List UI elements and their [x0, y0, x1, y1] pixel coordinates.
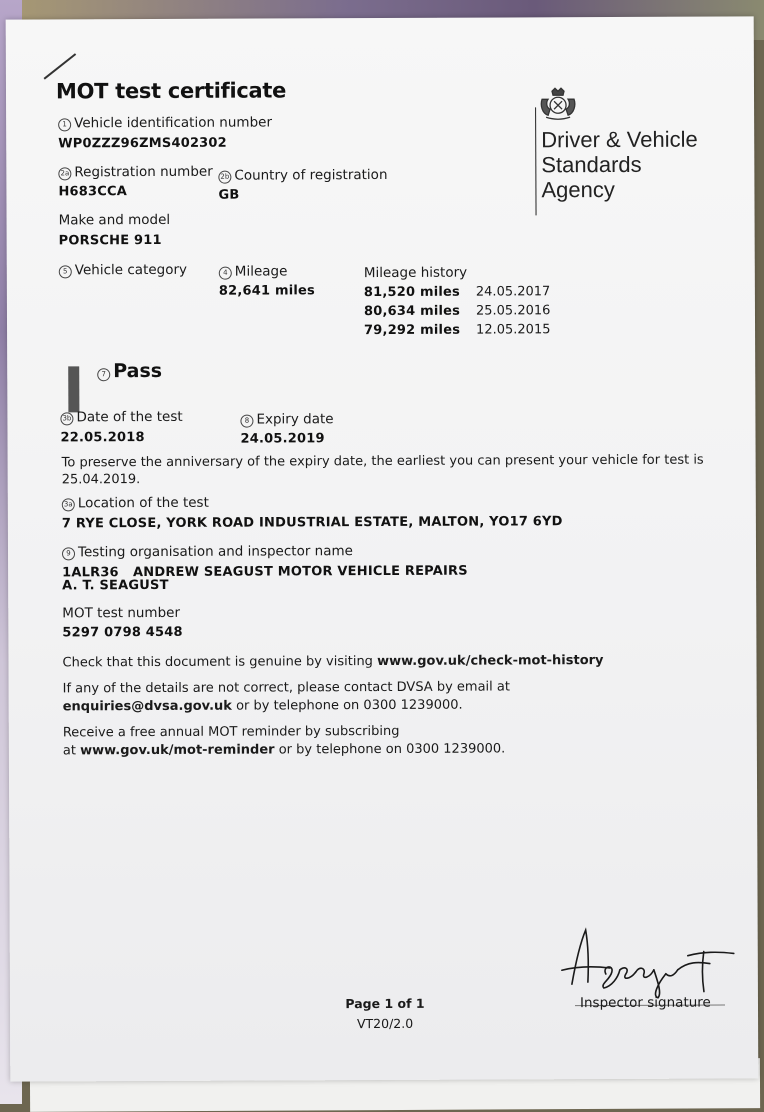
reminder-text: Receive a free annual MOT reminder by subscribing [62, 723, 400, 741]
signature-label: Inspector signature [579, 994, 711, 1012]
mileage-label: 4 Mileage [219, 263, 288, 279]
mileage-history-date: 24.05.2017 [475, 284, 551, 300]
location-value: 7 RYE CLOSE, YORK ROAD INDUSTRIAL ESTATE, MALTON, YO17 6YD [61, 514, 563, 532]
testing-org-label: 9 Testing organisation and inspector name [62, 543, 353, 560]
inspector-signature [558, 921, 748, 1002]
mileage-history-miles: 81,520 miles [363, 284, 461, 301]
test-number-label: MOT test number [62, 604, 181, 622]
field-marker: 3b [60, 412, 73, 425]
mot-certificate-page [6, 16, 759, 1081]
result-bar [68, 366, 79, 412]
mileage-history-label: Mileage history [363, 264, 468, 282]
mileage-history-date: 25.05.2016 [475, 303, 551, 319]
test-number-value: 5297 0798 4548 [62, 624, 183, 641]
royal-crest-icon [538, 87, 578, 121]
anniversary-note: To preserve the anniversary of the expiry date, the earliest you can present your vehicle for test is [61, 452, 704, 471]
contact-email-line: enquiries@dvsa.gov.uk or by telephone on 0300 1239000. [62, 697, 463, 715]
anniversary-date: 25.04.2019. [61, 472, 141, 488]
mileage-history-miles: 80,634 miles [363, 303, 461, 320]
contact-text: If any of the details are not correct, please contact DVSA by email at [62, 679, 510, 697]
agency-name: Driver & Vehicle Standards Agency [541, 126, 698, 203]
field-marker: 4 [219, 267, 232, 280]
country-value: GB [218, 187, 240, 203]
field-marker: 8 [240, 415, 253, 428]
certificate-title: MOT test certificate [55, 78, 287, 104]
field-marker: 7 [97, 368, 110, 381]
test-date-value: 22.05.2018 [60, 430, 145, 446]
vin-value: WP0ZZZ96ZMS402302 [58, 135, 227, 152]
mot-reminder-link[interactable]: www.gov.uk/mot-reminder [80, 742, 275, 759]
genuine-check-text: Check that this document is genuine by visiting www.gov.uk/check-mot-history [62, 653, 604, 671]
country-label: 2b Country of registration [218, 167, 387, 184]
contact-email-link[interactable]: enquiries@dvsa.gov.uk [62, 698, 232, 715]
field-marker: 2b [218, 171, 231, 184]
mileage-history-date: 12.05.2015 [476, 322, 551, 338]
vehicle-category-label: 5 Vehicle category [59, 262, 187, 279]
test-date-label: 3b Date of the test [60, 409, 182, 426]
expiry-date-label: 8 Expiry date [240, 411, 333, 427]
check-mot-history-link[interactable]: www.gov.uk/check-mot-history [377, 653, 604, 670]
field-marker: 3a [62, 498, 75, 511]
field-marker: 1 [58, 118, 71, 131]
registration-value: H683CCA [58, 184, 128, 200]
registration-label: 2a Registration number [58, 164, 212, 181]
form-code: VT20/2.0 [356, 1015, 414, 1032]
field-marker: 5 [59, 265, 72, 278]
result-pass: 7 Pass [97, 360, 162, 382]
field-marker: 2a [58, 167, 71, 180]
reminder-line: at www.gov.uk/mot-reminder or by telephone on 0300 1239000. [62, 741, 506, 759]
location-label: 3a Location of the test [62, 495, 209, 512]
field-marker: 9 [62, 547, 75, 560]
make-model-label: Make and model [58, 211, 171, 229]
mileage-history-miles: 79,292 miles [364, 322, 461, 339]
page-number: Page 1 of 1 [345, 995, 425, 1012]
vin-label: 1 Vehicle identification number [58, 114, 272, 131]
agency-divider [535, 107, 536, 215]
inspector-name: A. T. SEAGUST [62, 577, 169, 594]
pen-mark [44, 53, 77, 79]
expiry-date-value: 24.05.2019 [240, 431, 325, 447]
testing-org-value: 1ALR36 ANDREW SEAGUST MOTOR VEHICLE REPAIRS [62, 563, 468, 581]
mileage-value: 82,641 miles [218, 283, 316, 299]
make-model-value: PORSCHE 911 [58, 232, 162, 249]
